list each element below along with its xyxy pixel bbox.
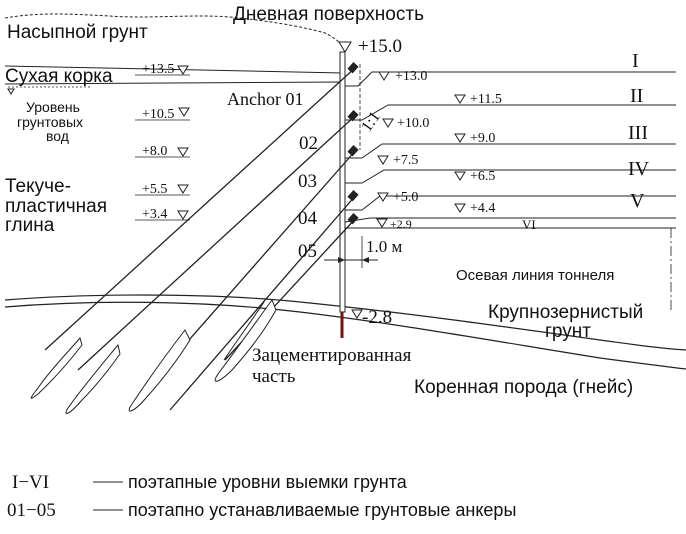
dry-crust-label: Сухая корка bbox=[5, 66, 113, 87]
legend-stages-desc: поэтапные уровни выемки грунта bbox=[128, 472, 407, 492]
stage-numeral: V bbox=[630, 190, 645, 212]
excavation-elevation: +11.5 bbox=[470, 92, 502, 107]
stage-numeral: IV bbox=[628, 158, 650, 180]
anchor-number: 04 bbox=[298, 208, 317, 229]
anchor-number: 03 bbox=[298, 171, 317, 192]
anchor-elevation: +10.0 bbox=[397, 116, 430, 131]
coarse-soil-label-2: грунт bbox=[545, 321, 591, 342]
left-elevation: +5.5 bbox=[142, 182, 168, 197]
retaining-wall bbox=[340, 52, 345, 312]
cemented-label-2: часть bbox=[252, 366, 296, 387]
excavation-elevation: +4.4 bbox=[470, 201, 496, 216]
stage-numeral: II bbox=[630, 85, 644, 107]
coarse-soil-label-1: Крупнозернистый bbox=[488, 302, 644, 323]
clay-label-2: пластичная bbox=[5, 196, 108, 217]
stage-numeral: VI bbox=[522, 217, 536, 232]
legend bbox=[7, 472, 516, 521]
bedrock-label: Коренная порода (гнейс) bbox=[414, 377, 634, 398]
stage-numeral: I bbox=[632, 50, 639, 72]
anchor-elevation: +5.0 bbox=[393, 190, 419, 205]
excavation-elevation: +9.0 bbox=[470, 131, 496, 146]
slope-label: 1:1 bbox=[358, 108, 384, 136]
clay-label-3: глина bbox=[5, 215, 55, 236]
left-elevation: +10.5 bbox=[142, 107, 175, 122]
elevation-bottom: -2.8 bbox=[362, 307, 393, 328]
left-elevation: +13.5 bbox=[142, 62, 175, 77]
offset-label: 1.0 м bbox=[366, 237, 403, 256]
left-elevation: +3.4 bbox=[142, 207, 168, 222]
legend-stages-key: I−VI bbox=[12, 472, 50, 493]
tunnel-axis-label: Осевая линия тоннеля bbox=[456, 267, 615, 284]
anchor-elevation: +2.9 bbox=[390, 217, 412, 231]
legend-anchors-key: 01−05 bbox=[7, 500, 56, 521]
left-elevation: +8.0 bbox=[142, 144, 168, 159]
cemented-label-1: Зацементированная bbox=[252, 345, 412, 366]
fill-soil-label: Насыпной грунт bbox=[7, 22, 148, 43]
anchor-01-label: Anchor 01 bbox=[227, 89, 304, 109]
cemented-bulbs bbox=[31, 300, 276, 414]
excavation-elevation: +6.5 bbox=[470, 169, 496, 184]
anchor-number: 02 bbox=[299, 133, 318, 154]
groundwater-label-1: Уровень bbox=[26, 99, 80, 115]
stage-numeral: III bbox=[628, 122, 648, 144]
anchor-number: 05 bbox=[298, 241, 317, 262]
clay-label-1: Текуче- bbox=[5, 176, 71, 197]
groundwater-label-2: грунтовых bbox=[17, 114, 84, 130]
anchor-elevation: +13.0 bbox=[395, 69, 428, 84]
elevation-top: +15.0 bbox=[358, 36, 402, 57]
legend-anchors-desc: поэтапно устанавливаемые грунтовые анкеры bbox=[128, 500, 517, 520]
groundwater-label-3: вод bbox=[46, 128, 69, 144]
ground-surface-label: Дневная поверхность bbox=[233, 4, 424, 25]
anchor-elevation: +7.5 bbox=[393, 153, 419, 168]
